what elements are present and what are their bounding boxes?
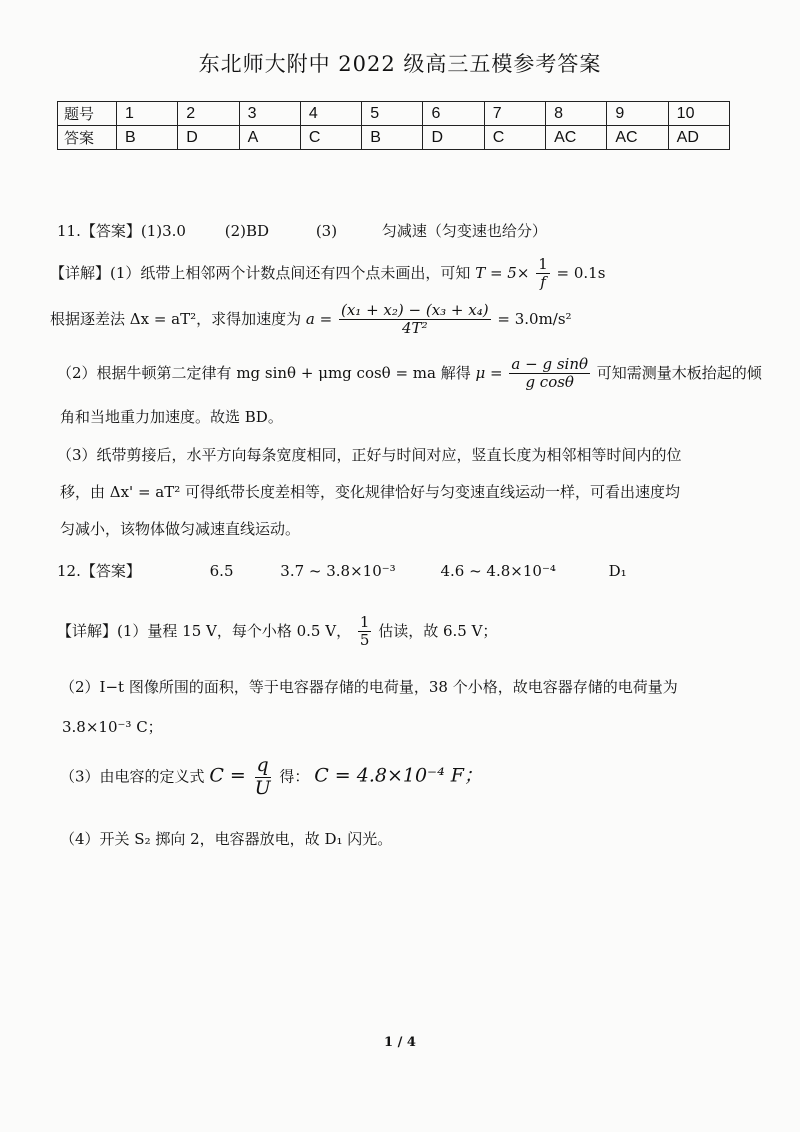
q12-detail-2: （2）I−t 图像所围的面积，等于电容器存储的电荷量，38 个小格，故电容器存储的电荷量为 — [60, 678, 678, 696]
q12-detail-5: （4）开关 S₂ 掷向 2，电容器放电，故 D₁ 闪光。 — [60, 830, 393, 848]
fraction-denominator: 5 — [359, 631, 370, 650]
fraction-numerator: a − g sinθ — [511, 355, 589, 373]
answer-table — [57, 101, 730, 150]
table-cell: AD — [668, 126, 729, 150]
q12-detail-3: 3.8×10⁻³ C； — [62, 718, 163, 736]
q12-detail-1-text: 【详解】(1）量程 15 V，每个小格 0.5 V， — [57, 621, 352, 640]
table-cell: 9 — [607, 102, 668, 126]
table-cell: A — [239, 126, 300, 150]
table-row-label: 答案 — [58, 126, 117, 150]
table-cell: 10 — [668, 102, 729, 126]
q12-answer-2: 3.7 ~ 3.8×10⁻³ — [280, 562, 396, 580]
q12-answer-1: 6.5 — [209, 562, 234, 580]
q12-detail-1-fraction — [358, 614, 372, 650]
table-cell: 5 — [362, 102, 423, 126]
table-cell: 8 — [546, 102, 607, 126]
q11-detail-7: 匀减小，该物体做匀减速直线运动。 — [60, 520, 301, 538]
q11-detail-2-result: = 3.0m/s² — [497, 309, 572, 328]
q11-detail-1 — [50, 256, 605, 292]
fraction-denominator: 4T² — [402, 319, 428, 338]
table-cell: 7 — [484, 102, 545, 126]
q12-detail-4-text: （3）由电容的定义式 — [60, 767, 205, 786]
q12-detail-4-result: C = 4.8×10⁻⁴ F； — [314, 764, 483, 787]
table-row-label: 题号 — [58, 102, 117, 126]
q11-detail-2 — [50, 302, 572, 338]
q11-detail-1-result: = 0.1s — [556, 263, 606, 282]
page-number: 1 / 4 — [384, 1035, 416, 1050]
table-cell: 2 — [178, 102, 239, 126]
table-cell: D — [423, 126, 484, 150]
table-cell: 4 — [300, 102, 361, 126]
q12-detail-1 — [57, 614, 497, 650]
q12-answer-3: 4.6 ~ 4.8×10⁻⁴ — [440, 562, 556, 580]
q11-answer-3-text: 匀减速（匀变速也给分） — [381, 222, 547, 240]
page-title: 东北师大附中 2022 级高三五模参考答案 — [198, 52, 602, 76]
q11-detail-2-formula: a = — [305, 309, 333, 328]
q11-detail-3-text: （2）根据牛顿第二定律有 mg sinθ + μmg cosθ = ma 解得 — [57, 363, 471, 382]
q12-detail-4-fraction — [253, 755, 273, 800]
q12-detail-4-mid: 得： — [279, 767, 310, 786]
table-cell: AC — [607, 126, 668, 150]
fraction-numerator: 1 — [359, 613, 370, 631]
table-cell: B — [362, 126, 423, 150]
table-cell: 6 — [423, 102, 484, 126]
q11-detail-6: 移，由 Δx' = aT² 可得纸带长度差相等，变化规律恰好与匀变速直线运动一样，可看出速度均 — [60, 483, 681, 501]
q11-detail-3-fraction — [509, 356, 590, 392]
q12-answer-4: D₁ — [608, 562, 627, 580]
q11-answer-3-num: (3) — [315, 222, 338, 240]
q11-detail-4: 角和当地重力加速度。故选 BD。 — [60, 408, 283, 426]
table-row — [58, 102, 730, 126]
fraction-numerator: (x₁ + x₂) − (x₃ + x₄) — [340, 301, 489, 319]
q12-answer-label: 12.【答案】 — [57, 562, 141, 580]
q11-detail-5: （3）纸带剪接后，水平方向每条宽度相同，正好与时间对应，竖直长度为相邻相等时间内的位 — [57, 446, 682, 464]
fraction-denominator: f — [540, 273, 546, 292]
q12-detail-4-formula: C = — [209, 764, 246, 787]
q12-detail-1-suffix: 估读，故 6.5 V； — [378, 621, 498, 640]
q11-detail-3-suffix: 可知需测量木板抬起的倾 — [596, 363, 762, 382]
table-cell: D — [178, 126, 239, 150]
q11-detail-2-fraction — [339, 302, 491, 338]
table-cell: 1 — [117, 102, 178, 126]
q12-detail-4 — [60, 755, 483, 800]
fraction-numerator: q — [256, 754, 269, 776]
q11-detail-1-fraction — [536, 256, 550, 292]
q11-answer-line — [57, 220, 547, 241]
table-cell: 3 — [239, 102, 300, 126]
fraction-numerator: 1 — [538, 255, 548, 273]
q11-detail-1-formula: T = 5× — [475, 263, 530, 282]
q11-detail-3 — [57, 356, 762, 392]
q11-answer-2: (2)BD — [224, 222, 270, 240]
fraction-denominator: U — [254, 776, 271, 799]
q11-detail-1-text: 【详解】(1）纸带上相邻两个计数点间还有四个点未画出，可知 — [50, 263, 471, 282]
q11-detail-2-text: 根据逐差法 Δx = aT²，求得加速度为 — [50, 309, 302, 328]
table-cell: B — [117, 126, 178, 150]
table-cell: C — [300, 126, 361, 150]
table-cell: AC — [546, 126, 607, 150]
q12-answer-line — [57, 560, 627, 581]
table-row — [58, 126, 730, 150]
table-cell: C — [484, 126, 545, 150]
q11-answer-label: 11.【答案】(1)3.0 — [57, 222, 186, 240]
q11-detail-3-formula: μ = — [475, 363, 503, 382]
fraction-denominator: g cosθ — [525, 373, 574, 392]
